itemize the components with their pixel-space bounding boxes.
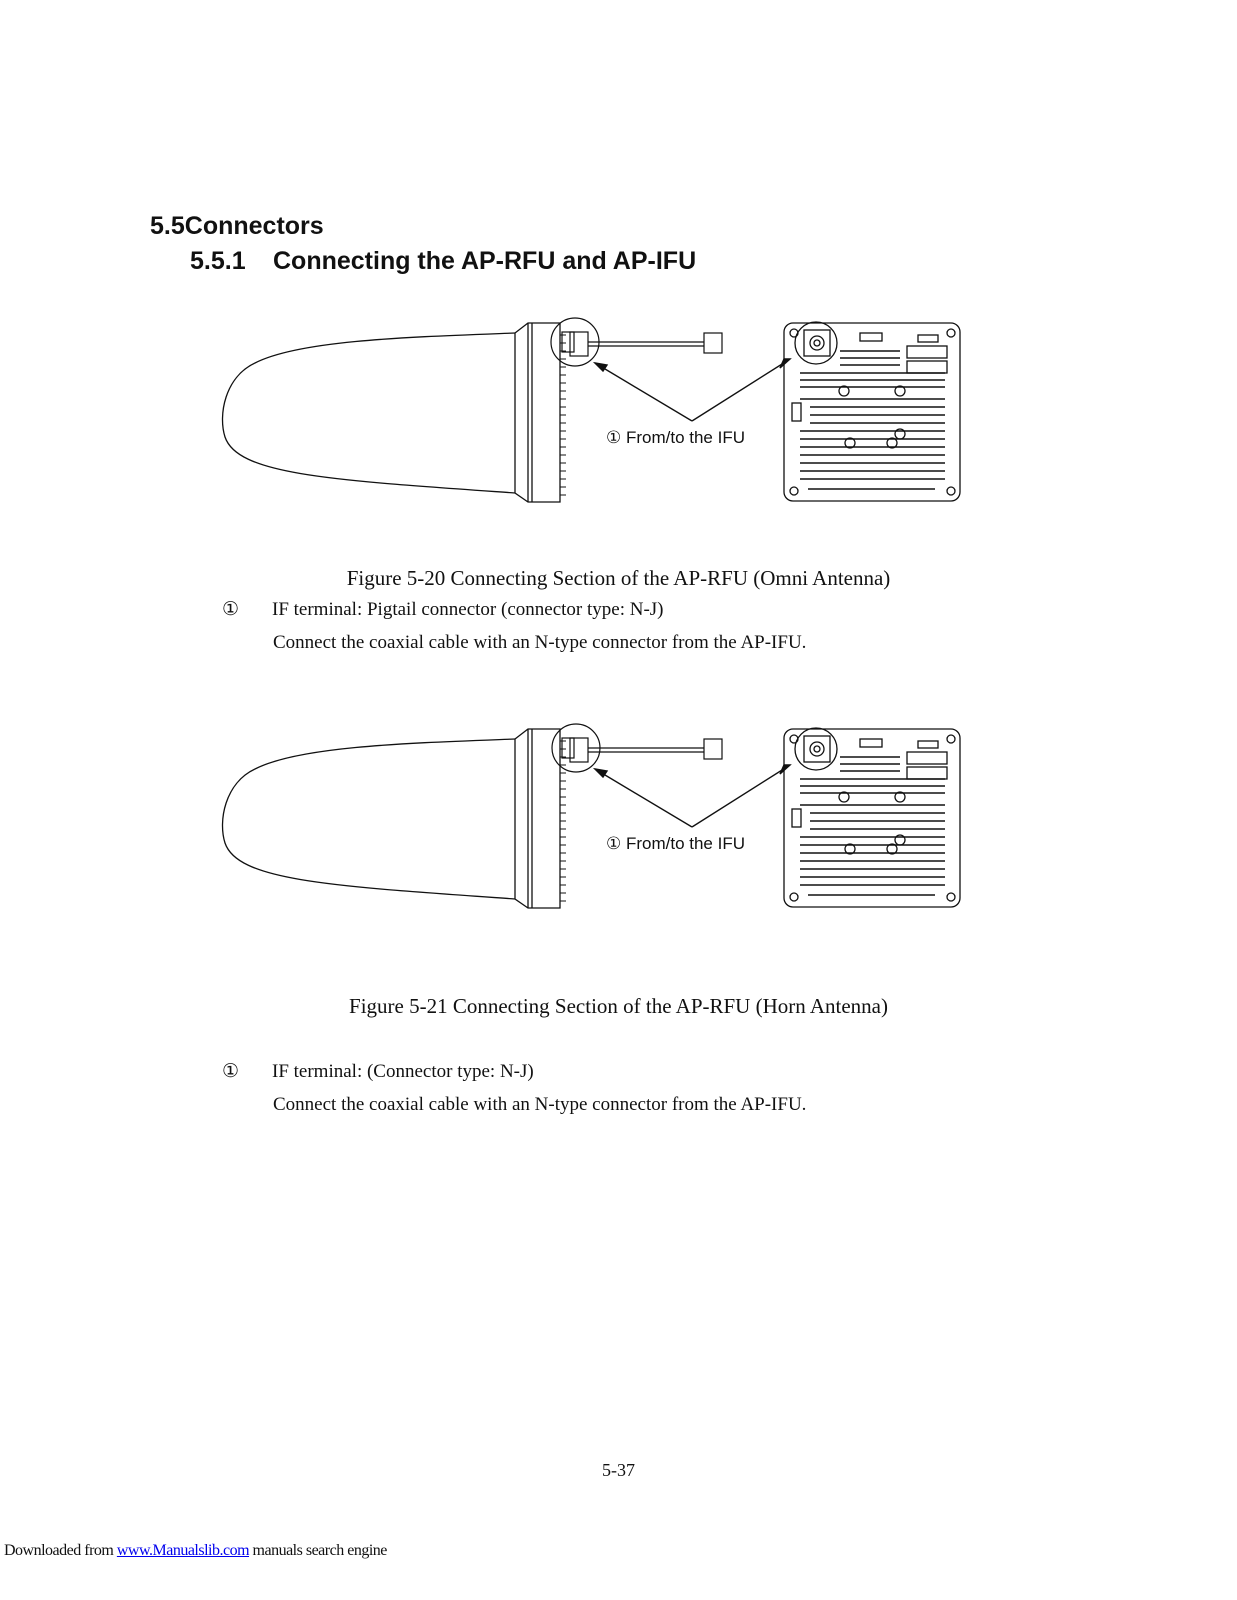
figure-horn-antenna [210, 721, 980, 921]
subsection-heading [190, 247, 696, 276]
callout-label: ① From/to the IFU [606, 834, 745, 853]
ifu-panel [784, 322, 960, 501]
subsection-number: 5.5.1 [190, 247, 246, 275]
n-type-connector [552, 724, 722, 772]
manualslib-link[interactable]: www.Manualslib.com [116, 1542, 250, 1559]
item-marker: ① [222, 1061, 240, 1082]
rfu-ifu-diagram [210, 315, 980, 515]
item-marker: ① [222, 599, 240, 620]
section-title: Connectors [184, 212, 324, 240]
antenna-body [223, 323, 560, 502]
terminal-item-omni [222, 598, 664, 621]
section-heading [150, 212, 324, 241]
page-number: 5-37 [602, 1460, 635, 1480]
callout-label: ① From/to the IFU [606, 428, 745, 447]
figure-omni-antenna [210, 315, 980, 515]
pigtail-connector [551, 318, 722, 366]
antenna-body [223, 729, 560, 908]
ifu-vent-slots [800, 351, 945, 489]
footer-suffix: manuals search engine [249, 1542, 387, 1559]
antenna-fins [560, 335, 566, 495]
terminal-description-omni: Connect the coaxial cable with an N-type connector from the AP-IFU. [273, 632, 807, 653]
item-label: IF terminal: Pigtail connector (connector type: N-J) [272, 599, 664, 620]
section-number: 5.5 [150, 212, 185, 240]
antenna-fins [560, 741, 566, 901]
subsection-title: Connecting the AP-RFU and AP-IFU [273, 247, 697, 275]
callout-arrows [595, 765, 790, 827]
download-footer [4, 1542, 387, 1560]
figure-caption-horn: Figure 5-21 Connecting Section of the AP-RFU (Horn Antenna) [349, 994, 888, 1018]
figure-caption-omni: Figure 5-20 Connecting Section of the AP-RFU (Omni Antenna) [346, 566, 891, 590]
item-label: IF terminal: (Connector type: N-J) [272, 1061, 534, 1082]
ifu-vent-slots [800, 757, 945, 895]
ifu-panel [784, 728, 960, 907]
footer-prefix: Downloaded from [4, 1542, 117, 1559]
callout-arrows [595, 359, 790, 421]
terminal-description-horn: Connect the coaxial cable with an N-type connector from the AP-IFU. [273, 1094, 807, 1115]
terminal-item-horn [222, 1060, 534, 1083]
rfu-ifu-diagram [210, 721, 980, 921]
